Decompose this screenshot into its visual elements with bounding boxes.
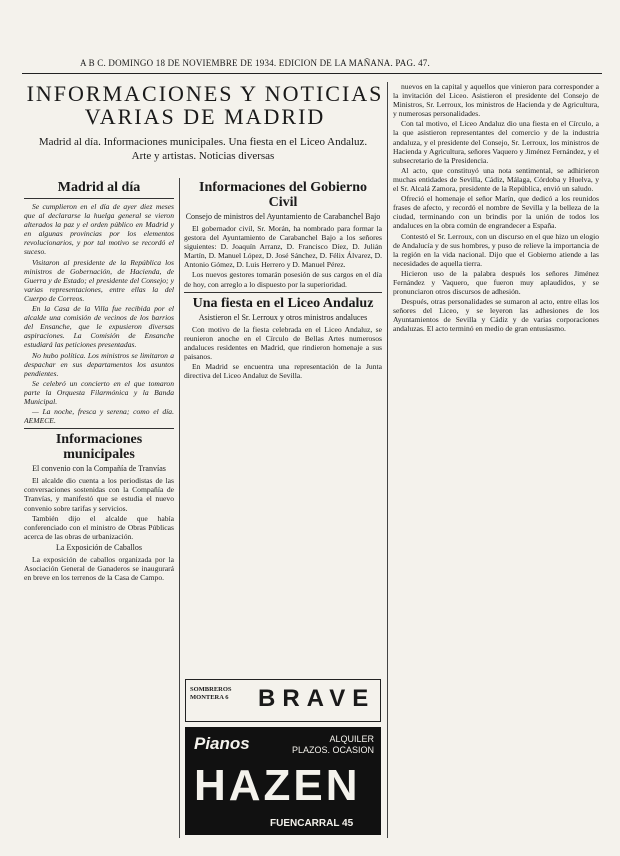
exposition-heading: La Exposición de Caballos bbox=[56, 542, 142, 552]
col4-paragraph: Ofreció el homenaje el señor Marín, que dedicó a los reunidos frases de afecto, y recordó el nombre de Sevilla y la belleza de la ciudad, terminando con un brindis por la unión de todos los andaluces en la obra común de engrandecer a España. bbox=[393, 194, 599, 231]
main-title: INFORMACIONES Y NOTICIAS VARIAS DE MADRID bbox=[26, 81, 384, 129]
page-header: A B C. DOMINGO 18 DE NOVIEMBRE DE 1934. EDICION DE LA MAÑANA. PAG. 47. bbox=[80, 58, 430, 68]
municipal-paragraph: El alcalde dio cuenta a los periodistas de las conversaciones sostenidas con la Compañía de Tranvías, y manifestó que se estudia el nuevo convenio sobre tarifas y servicios. bbox=[24, 476, 174, 513]
col4-paragraph: Contestó el Sr. Lerroux, con un discurso en el que hizo un elogio de Andalucía y de sus hombres, y puso de relieve la importancia de la región en la vida nacional. Dijo que el Gobierno atiende a las necesidades de aquella tierra. bbox=[393, 231, 599, 268]
col4-paragraph: Con tal motivo, el Liceo Andaluz dio una fiesta en el Círculo, a la que asistieron representantes del comercio y de la industria andaluza, y el presidente del Consejo, Sr. Lerroux, los ministros de Hacienda y Agricultura, señores Vaquero y Jiménez Fernández, y el subsecretario de la Presidencia. bbox=[393, 119, 599, 165]
column-divider bbox=[387, 82, 388, 838]
rule bbox=[184, 292, 382, 293]
ad-brave-brand: BRAVE bbox=[258, 685, 376, 712]
rule bbox=[24, 428, 174, 429]
madrid-paragraph: Se celebró un concierto en el que tomaron parte la Orquesta Filarmónica y la Banda Municipal. bbox=[24, 378, 174, 406]
gobierno-paragraph: El gobernador civil, Sr. Morán, ha nombrado para formar la gestora del Ayuntamiento de Carabanchel Bajo a los señores siguientes: D. Joaquín Arranz, D. Francisco Díez, D. Julián Martín, D. Manuel López, D. José Sánchez, D. Félix Álvarez, D. Antonio Gómez, D. Luis Herrero y D. Manuel Pérez. bbox=[184, 224, 382, 270]
madrid-heading: Madrid al día bbox=[57, 180, 141, 195]
ad-hazen-line2: ALQUILER bbox=[329, 734, 374, 744]
col4-paragraph: nuevos en la capital y aquellos que vinieron para corresponder a la invitación del Liceo. Asistieron el presidente del Consejo de Ministros, Sr. Lerroux, los ministros de Hacienda y de Agricultura, y numerosas personalidades. bbox=[393, 82, 599, 119]
ad-brave bbox=[185, 679, 381, 722]
madrid-paragraph: En la Casa de la Villa fue recibida por el alcalde una comisión de vecinos de los barrios del Ensanche, que le expusieron diversas aspiraciones. La Comisión de Ensanche estudiará las peticiones presentadas. bbox=[24, 304, 174, 350]
municipal-subheading: El convenio con la Compañía de Tranvías bbox=[32, 464, 166, 474]
municipal-heading: Informaciones municipales bbox=[55, 432, 143, 463]
column-gobierno bbox=[184, 178, 382, 673]
column-divider bbox=[179, 178, 180, 838]
madrid-paragraph: Se cumplieron en el día de ayer diez meses que al declararse la huelga general se vieron alterados la paz y el orden público en Madrid y en algunas provincias por los elementos revolucionarios, y por tal motivo se recordó el suceso. bbox=[24, 202, 174, 257]
header-rule bbox=[22, 73, 602, 74]
col4-paragraph: Después, otras personalidades se sumaron al acto, entre ellas los señores del Liceo, y se leyeron las adhesiones de los Ayuntamientos de Sevilla y Cádiz y de varias corporaciones andaluzas. El acto terminó en medio de gran entusiasmo. bbox=[393, 297, 599, 334]
section-subtitle: Madrid al día. Informaciones municipales. Una fiesta en el Liceo Andaluz. Arte y artistas. Noticias diversas bbox=[38, 136, 368, 162]
column-continuation bbox=[393, 82, 599, 838]
ad-hazen-line3: PLAZOS. OCASION bbox=[291, 745, 374, 755]
madrid-paragraph: — La noche, fresca y serena; como el día. AEMECE. bbox=[24, 407, 174, 426]
liceo-paragraph: Con motivo de la fiesta celebrada en el Liceo Andaluz, se reunieron anoche en el Círculo de Bellas Artes numerosos andaluces residentes en Madrid, que rindieron homenaje a sus paisanos. bbox=[184, 324, 382, 361]
gobierno-subheading: Consejo de ministros del Ayuntamiento de Carabanchel Bajo bbox=[185, 212, 381, 221]
column-madrid bbox=[24, 178, 174, 838]
ad-hazen-line1: Pianos bbox=[194, 734, 250, 753]
ad-brave-line2: MONTERA 6 bbox=[190, 694, 229, 701]
madrid-paragraph: Visitaron al presidente de la República los ministros de Gobernación, de Hacienda, de Guerra y de Estado; el presidente del Consejo; y varias representaciones, entre ellas la del Cuerpo de Correos. bbox=[24, 257, 174, 303]
liceo-subheading: Asistieron el Sr. Lerroux y otros ministros andaluces bbox=[198, 312, 368, 322]
liceo-heading: Una fiesta en el Liceo Andaluz bbox=[192, 295, 374, 311]
liceo-paragraph: En Madrid se encuentra una representación de la Junta directiva del Liceo Andaluz de Sevilla. bbox=[184, 362, 382, 381]
ad-hazen bbox=[185, 727, 381, 835]
madrid-paragraph: No hubo política. Los ministros se limitaron a despachar en sus departamentos los asuntos pendientes. bbox=[24, 350, 174, 378]
ad-brave-left bbox=[190, 686, 232, 702]
rule bbox=[24, 198, 174, 199]
ad-hazen-brand: HAZEN bbox=[194, 761, 361, 810]
ad-hazen-lines bbox=[274, 734, 374, 756]
gobierno-paragraph: Los nuevos gestores tomarán posesión de sus cargos en el día de hoy, con arreglo a lo dispuesto por la superioridad. bbox=[184, 270, 382, 289]
municipal-paragraph: También dijo el alcalde que había conferenciado con el ministro de Obras Públicas acerca de las obras de urbanización. bbox=[24, 513, 174, 541]
ad-hazen-address: FUENCARRAL 45 bbox=[270, 818, 354, 829]
gobierno-heading: Informaciones del Gobierno Civil bbox=[199, 180, 367, 210]
col4-paragraph: Hicieron uso de la palabra después los señores Jiménez Fernández y Vaquero, que fueron muy aplaudidos, y se pronunciaron otros discursos de adhesión. bbox=[393, 268, 599, 297]
ad-brave-line1: SOMBREROS bbox=[190, 686, 232, 693]
municipal-paragraph: La exposición de caballos organizada por la Asociación General de Ganaderos se inaugurará en breve en los terrenos de la Casa de Campo. bbox=[24, 554, 174, 583]
col4-paragraph: Al acto, que constituyó una nota sentimental, se adhirieron muchas entidades de Sevilla, Cádiz, Málaga, Córdoba y Huelva, y el Sr. Alcalá Zamora, presidente de la República, envió un saludo. bbox=[393, 165, 599, 194]
